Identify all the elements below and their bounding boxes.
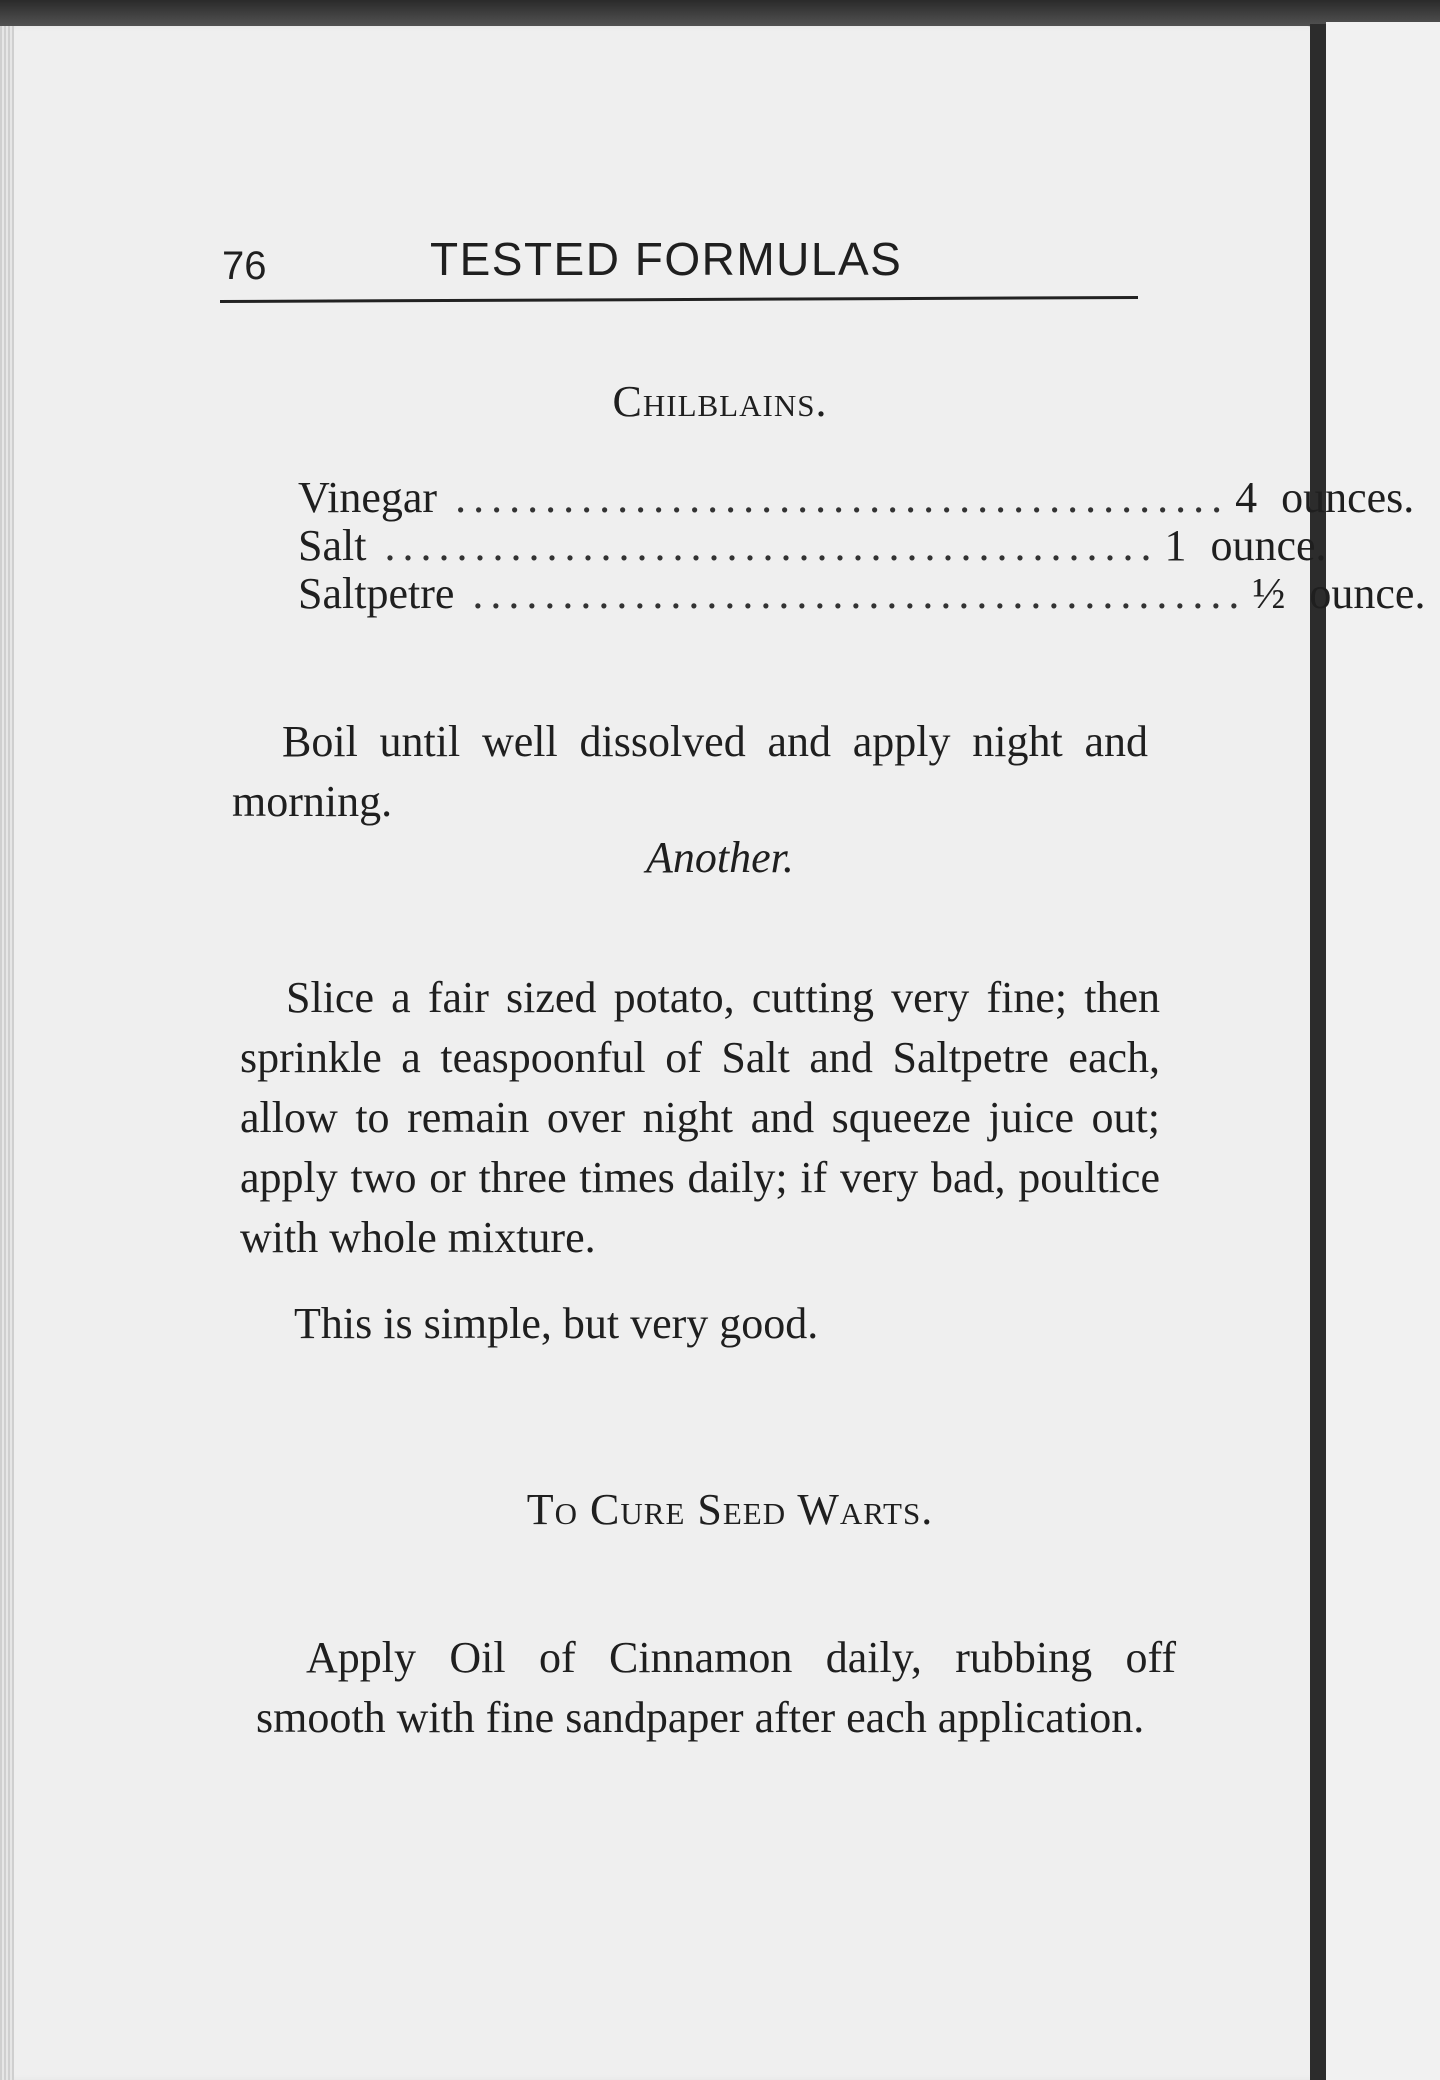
header-rule: [220, 296, 1138, 303]
ingredient-name: Vinegar: [298, 473, 438, 522]
ingredient-row: [298, 473, 1415, 522]
dot-leader: ...........................................: [384, 521, 1159, 570]
ingredient-unit: ounce.: [1210, 521, 1327, 570]
running-head: TESTED FORMULAS: [430, 233, 903, 285]
ingredient-row: [298, 569, 1426, 618]
ingredient-unit: ounce.: [1309, 569, 1426, 618]
dot-leader: ...........................................: [472, 569, 1247, 618]
ingredient-quantity: 4: [1235, 473, 1258, 522]
ingredient-name: Salt: [298, 521, 367, 570]
instructions-paragraph: Boil until well dissolved and apply night and morning.: [232, 717, 1148, 826]
alternative-heading: Another.: [646, 833, 794, 882]
alternative-paragraph: Slice a fair sized potato, cutting very fine; then sprinkle a teaspoonful of Salt and Saltpetre each, allow to remain over night and squeeze juice out; apply two or three times daily; if very bad, poultice with whole mixture.: [240, 973, 1160, 1262]
ingredient-row: [298, 521, 1327, 570]
note-paragraph: This is simple, but very good.: [294, 1299, 819, 1348]
page-number: 76: [222, 244, 267, 288]
ingredient-quantity: ½: [1252, 569, 1286, 618]
seed-warts-paragraph: Apply Oil of Cinnamon daily, rubbing off smooth with fine sandpaper after each application.: [256, 1633, 1176, 1742]
ingredient-name: Saltpetre: [298, 569, 455, 618]
ingredient-list: [298, 473, 1426, 618]
section-title-seed-warts: To Cure Seed Warts.: [526, 1485, 934, 1534]
dot-leader: ...........................................: [455, 473, 1230, 522]
section-title-chilblains: Chilblains.: [612, 377, 828, 426]
ingredient-quantity: 1: [1164, 521, 1187, 570]
ingredient-unit: ounces.: [1281, 473, 1415, 522]
